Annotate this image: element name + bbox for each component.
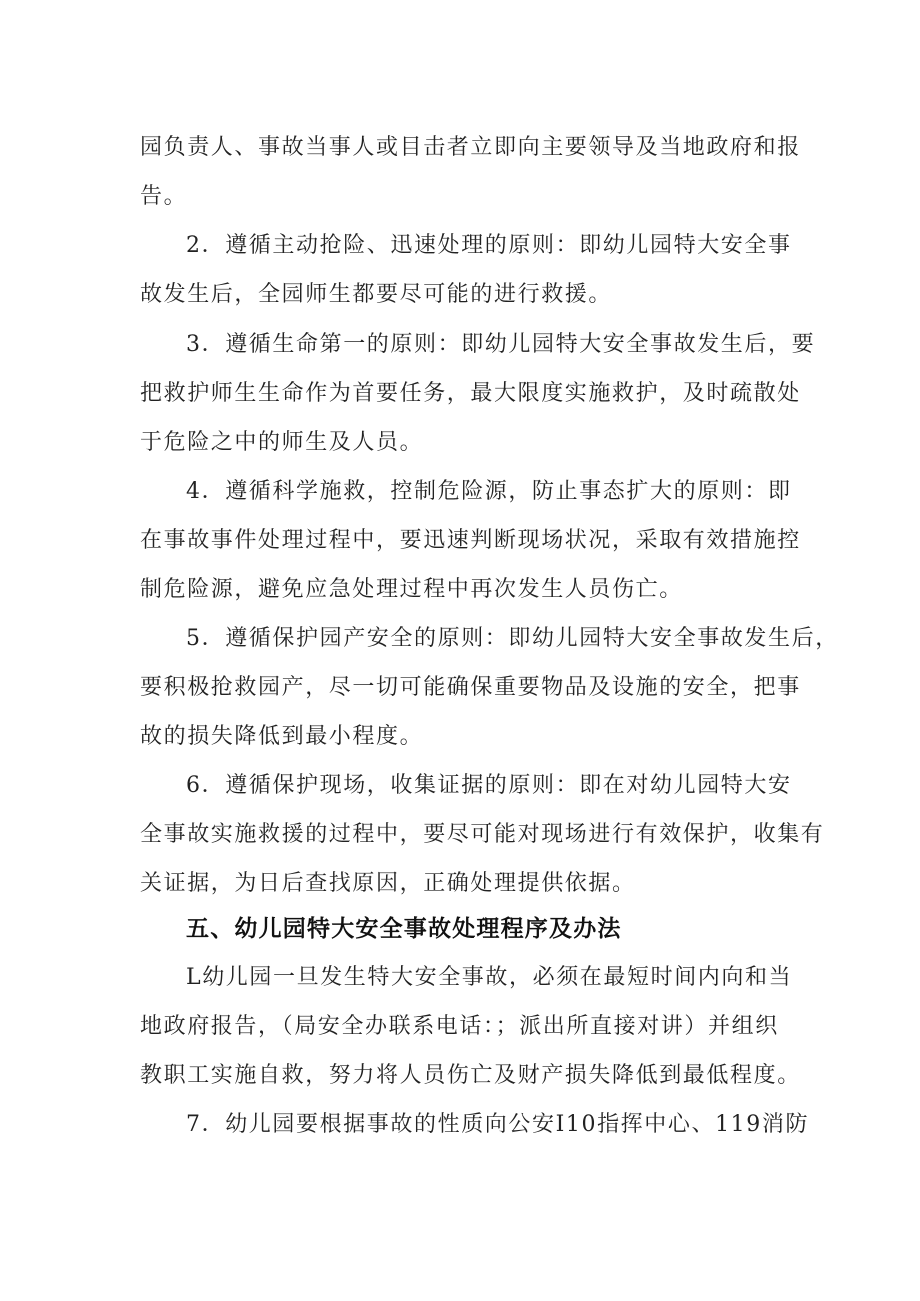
paragraph-line: 在事故事件处理过程中，要迅速判断现场状况，采取有效措施控 — [140, 528, 801, 553]
paragraph-line: 故发生后，全园师生都要尽可能的进行救援。 — [140, 282, 613, 307]
paragraph-line: 制危险源，避免应急处理过程中再次发生人员伤亡。 — [140, 577, 683, 602]
paragraph-line: 于危险之中的师生及人员。 — [140, 430, 424, 455]
paragraph-line: 关证据，为日后查找原因，正确处理提供依据。 — [140, 871, 636, 896]
list-item-2-line: 2．遵循主动抢险、迅速处理的原则：即幼儿园特大安全事 — [186, 233, 792, 258]
paragraph-line: L幼儿园一旦发生特大安全事故，必须在最短时间内向和当 — [186, 965, 793, 990]
paragraph-line: 地政府报告，（局安全办联系电话：；派出所直接对讲）并组织 — [140, 1014, 779, 1039]
paragraph-line: 要积极抢救园产，尽一切可能确保重要物品及设施的安全，把事 — [140, 675, 801, 700]
section-heading: 五、幼儿园特大安全事故处理程序及办法 — [186, 916, 622, 942]
list-item-3-line: 3．遵循生命第一的原则：即幼儿园特大安全事故发生后，要 — [186, 332, 816, 357]
paragraph-line: 园负责人、事故当事人或目击者立即向主要领导及当地政府和报 — [140, 135, 801, 160]
list-item-4-line: 4．遵循科学施救，控制危险源，防止事态扩大的原则：即 — [186, 479, 792, 504]
paragraph-line: 告。 — [140, 184, 188, 209]
list-item-7-line: 7．幼儿园要根据事故的性质向公安I10指挥中心、119消防 — [186, 1112, 810, 1137]
paragraph-line: 教职工实施自救，努力将人员伤亡及财产损失降低到最低程度。 — [140, 1063, 801, 1088]
paragraph-line: 故的损失降低到最小程度。 — [140, 724, 424, 749]
paragraph-line: 把救护师生生命作为首要任务，最大限度实施救护，及时疏散处 — [140, 381, 801, 406]
list-item-5-line: 5．遵循保护园产安全的原则：即幼儿园特大安全事故发生后， — [186, 626, 839, 651]
paragraph-line: 全事故实施救援的过程中，要尽可能对现场进行有效保护，收集有 — [140, 822, 825, 847]
list-item-6-line: 6．遵循保护现场，收集证据的原则：即在对幼儿园特大安 — [186, 773, 792, 798]
